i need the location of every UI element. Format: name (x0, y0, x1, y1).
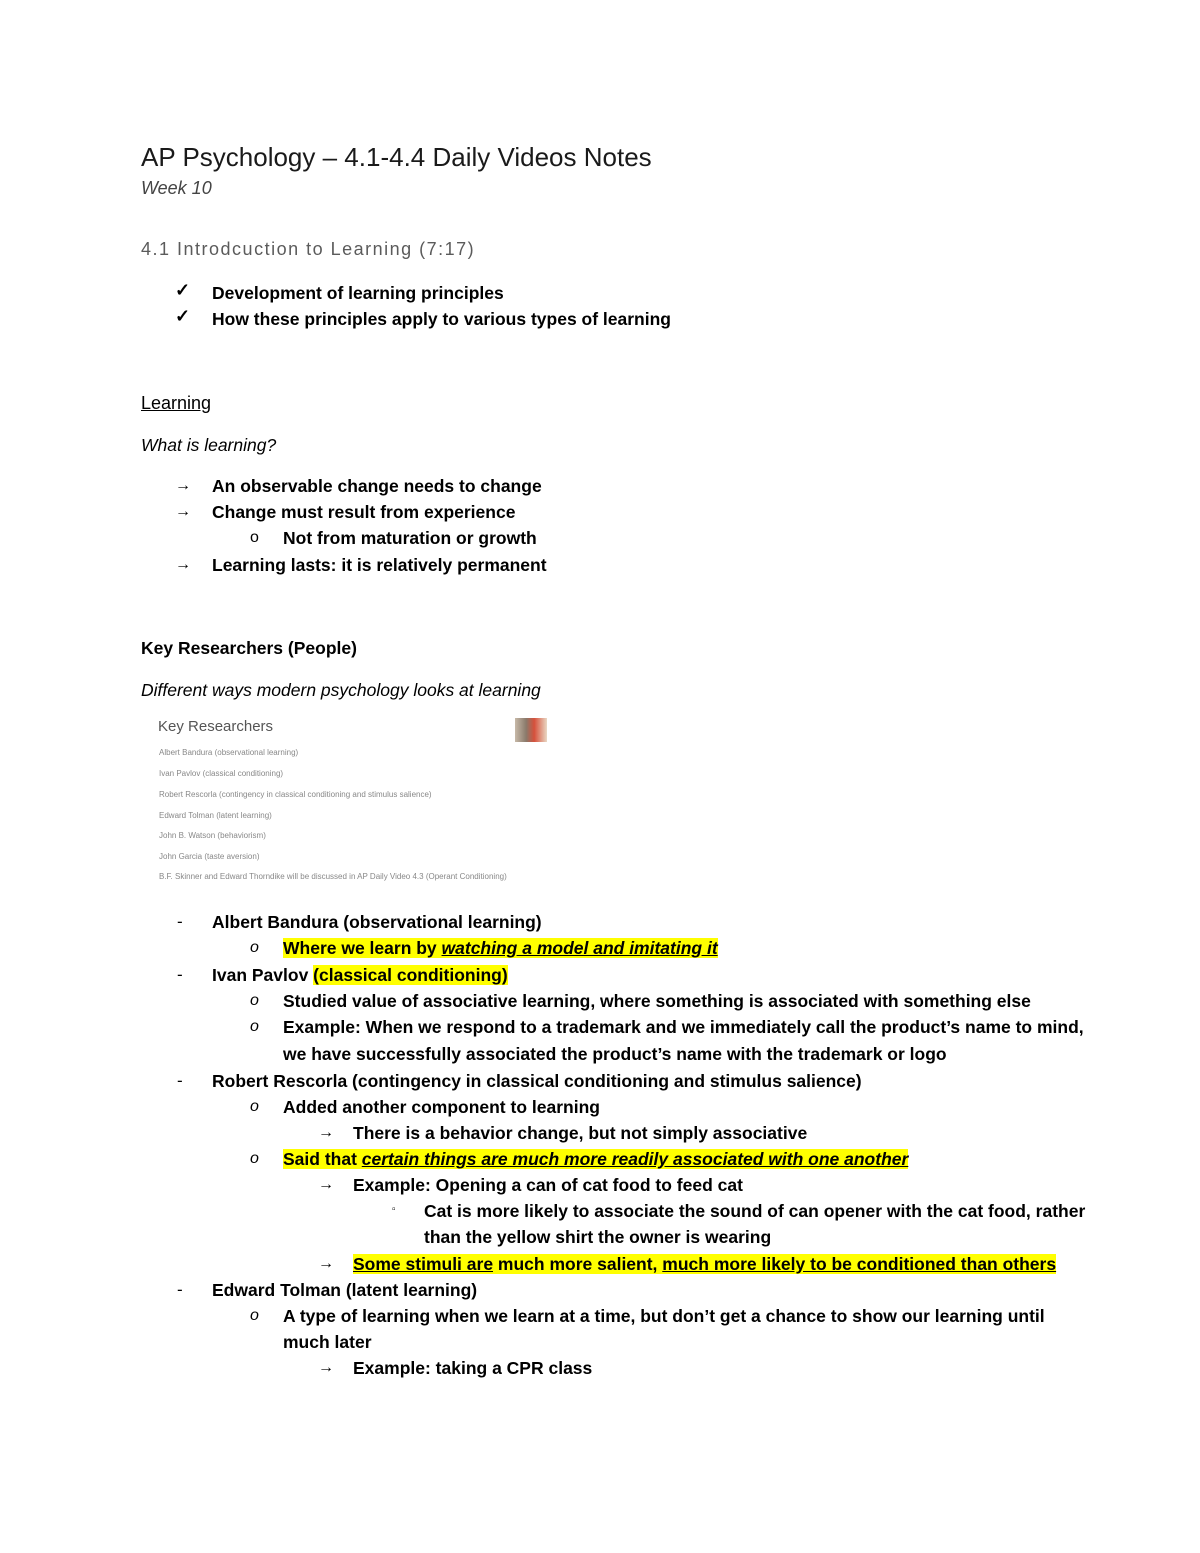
highlight-text: (classical conditioning) (313, 965, 508, 985)
slide-row: B.F. Skinner and Edward Thorndike will be discussed in AP Daily Video 4.3 (Operant Conditioning) (159, 872, 507, 881)
learning-point: Learning lasts: it is relatively permanent (212, 555, 547, 575)
slide-row: Edward Tolman (latent learning) (159, 811, 272, 820)
tolman-note: A type of learning when we learn at a time, but don’t get a chance to show our learning until (283, 1306, 1045, 1326)
researcher-bandura: Albert Bandura (observational learning) (212, 912, 542, 932)
arrow-icon: → (175, 477, 191, 494)
highlight-text: certain things are much more readily associated with one another (361, 1149, 909, 1169)
learning-point: An observable change needs to change (212, 476, 542, 496)
researcher-tolman: Edward Tolman (latent learning) (212, 1280, 478, 1300)
highlight-text: Some stimuli are (353, 1254, 494, 1274)
rescorla-salience-note (283, 1148, 908, 1170)
rescorla-example-detail-cont: than the yellow shirt the owner is wearing (424, 1227, 772, 1247)
pavlov-note: Studied value of associative learning, where something is associated with something else (283, 991, 1031, 1011)
circle-bullet-icon: o (250, 1150, 259, 1167)
page-title: AP Psychology – 4.1-4.4 Daily Videos Notes (141, 142, 652, 172)
learning-subpoint: Not from maturation or growth (283, 528, 537, 548)
slide-row: Albert Bandura (observational learning) (159, 748, 299, 757)
tolman-note-cont: much later (283, 1332, 372, 1352)
slide-row: John B. Watson (behaviorism) (159, 831, 266, 840)
rescorla-example: Example: Opening a can of cat food to feed cat (353, 1175, 743, 1195)
section-heading: 4.1 Introdcuction to Learning (7:17) (141, 239, 476, 259)
learning-heading: Learning (141, 393, 212, 413)
dash-bullet-icon: - (177, 912, 183, 931)
arrow-icon: → (318, 1359, 334, 1376)
objective-item: Development of learning principles (212, 283, 504, 303)
highlight-text: much more likely to be conditioned than others (662, 1254, 1057, 1274)
key-researchers-slide-image (151, 712, 551, 887)
circle-bullet-icon: o (250, 939, 259, 956)
learning-question: What is learning? (141, 435, 277, 455)
rescorla-subnote: There is a behavior change, but not simply associative (353, 1123, 808, 1143)
dash-bullet-icon: - (177, 1071, 183, 1090)
tolman-example: Example: taking a CPR class (353, 1358, 593, 1378)
circle-bullet-icon: o (250, 529, 259, 546)
arrow-icon: → (318, 1124, 334, 1141)
arrow-icon: → (175, 556, 191, 573)
objective-item: How these principles apply to various types of learning (212, 309, 671, 329)
researchers-heading: Key Researchers (People) (141, 638, 357, 658)
learning-point: Change must result from experience (212, 502, 516, 522)
highlight-text: watching a model and imitating it (441, 938, 718, 958)
rescorla-note: Added another component to learning (283, 1097, 600, 1117)
slide-row: Ivan Pavlov (classical conditioning) (159, 769, 284, 778)
rescorla-example-detail: Cat is more likely to associate the sound of can opener with the cat food, rather (424, 1201, 1086, 1221)
week-label: Week 10 (141, 178, 212, 198)
arrow-icon: → (318, 1255, 334, 1272)
bandura-note (283, 937, 718, 959)
researchers-subtitle: Different ways modern psychology looks at learning (141, 680, 541, 700)
circle-bullet-icon: o (250, 1307, 259, 1324)
pavlov-example-cont: we have successfully associated the product’s name with the trademark or logo (283, 1044, 947, 1064)
pavlov-name: Ivan Pavlov (212, 965, 314, 985)
circle-bullet-icon: o (250, 992, 259, 1009)
square-bullet-icon: ▫ (392, 1204, 396, 1215)
arrow-icon: → (175, 503, 191, 520)
check-icon: ✓ (175, 280, 191, 300)
pavlov-example: Example: When we respond to a trademark and we immediately call the product’s name to mind, (283, 1017, 1084, 1037)
slide-title: Key Researchers (158, 718, 274, 735)
highlight-text: much more salient, (493, 1254, 663, 1274)
arrow-icon: → (318, 1176, 334, 1193)
check-icon: ✓ (175, 306, 191, 326)
slide-thumbnail-image (515, 718, 547, 742)
researcher-pavlov (212, 964, 508, 986)
dash-bullet-icon: - (177, 965, 183, 984)
circle-bullet-icon: o (250, 1098, 259, 1115)
circle-bullet-icon: o (250, 1018, 259, 1035)
highlight-text: Said that (283, 1149, 362, 1169)
highlight-text: Where we learn by (283, 938, 442, 958)
researcher-rescorla: Robert Rescorla (contingency in classical conditioning and stimulus salience) (212, 1071, 862, 1091)
slide-row: John Garcia (taste aversion) (159, 852, 260, 861)
dash-bullet-icon: - (177, 1280, 183, 1299)
rescorla-salience-summary (353, 1253, 1056, 1275)
slide-row: Robert Rescorla (contingency in classical conditioning and stimulus salience) (159, 790, 432, 799)
